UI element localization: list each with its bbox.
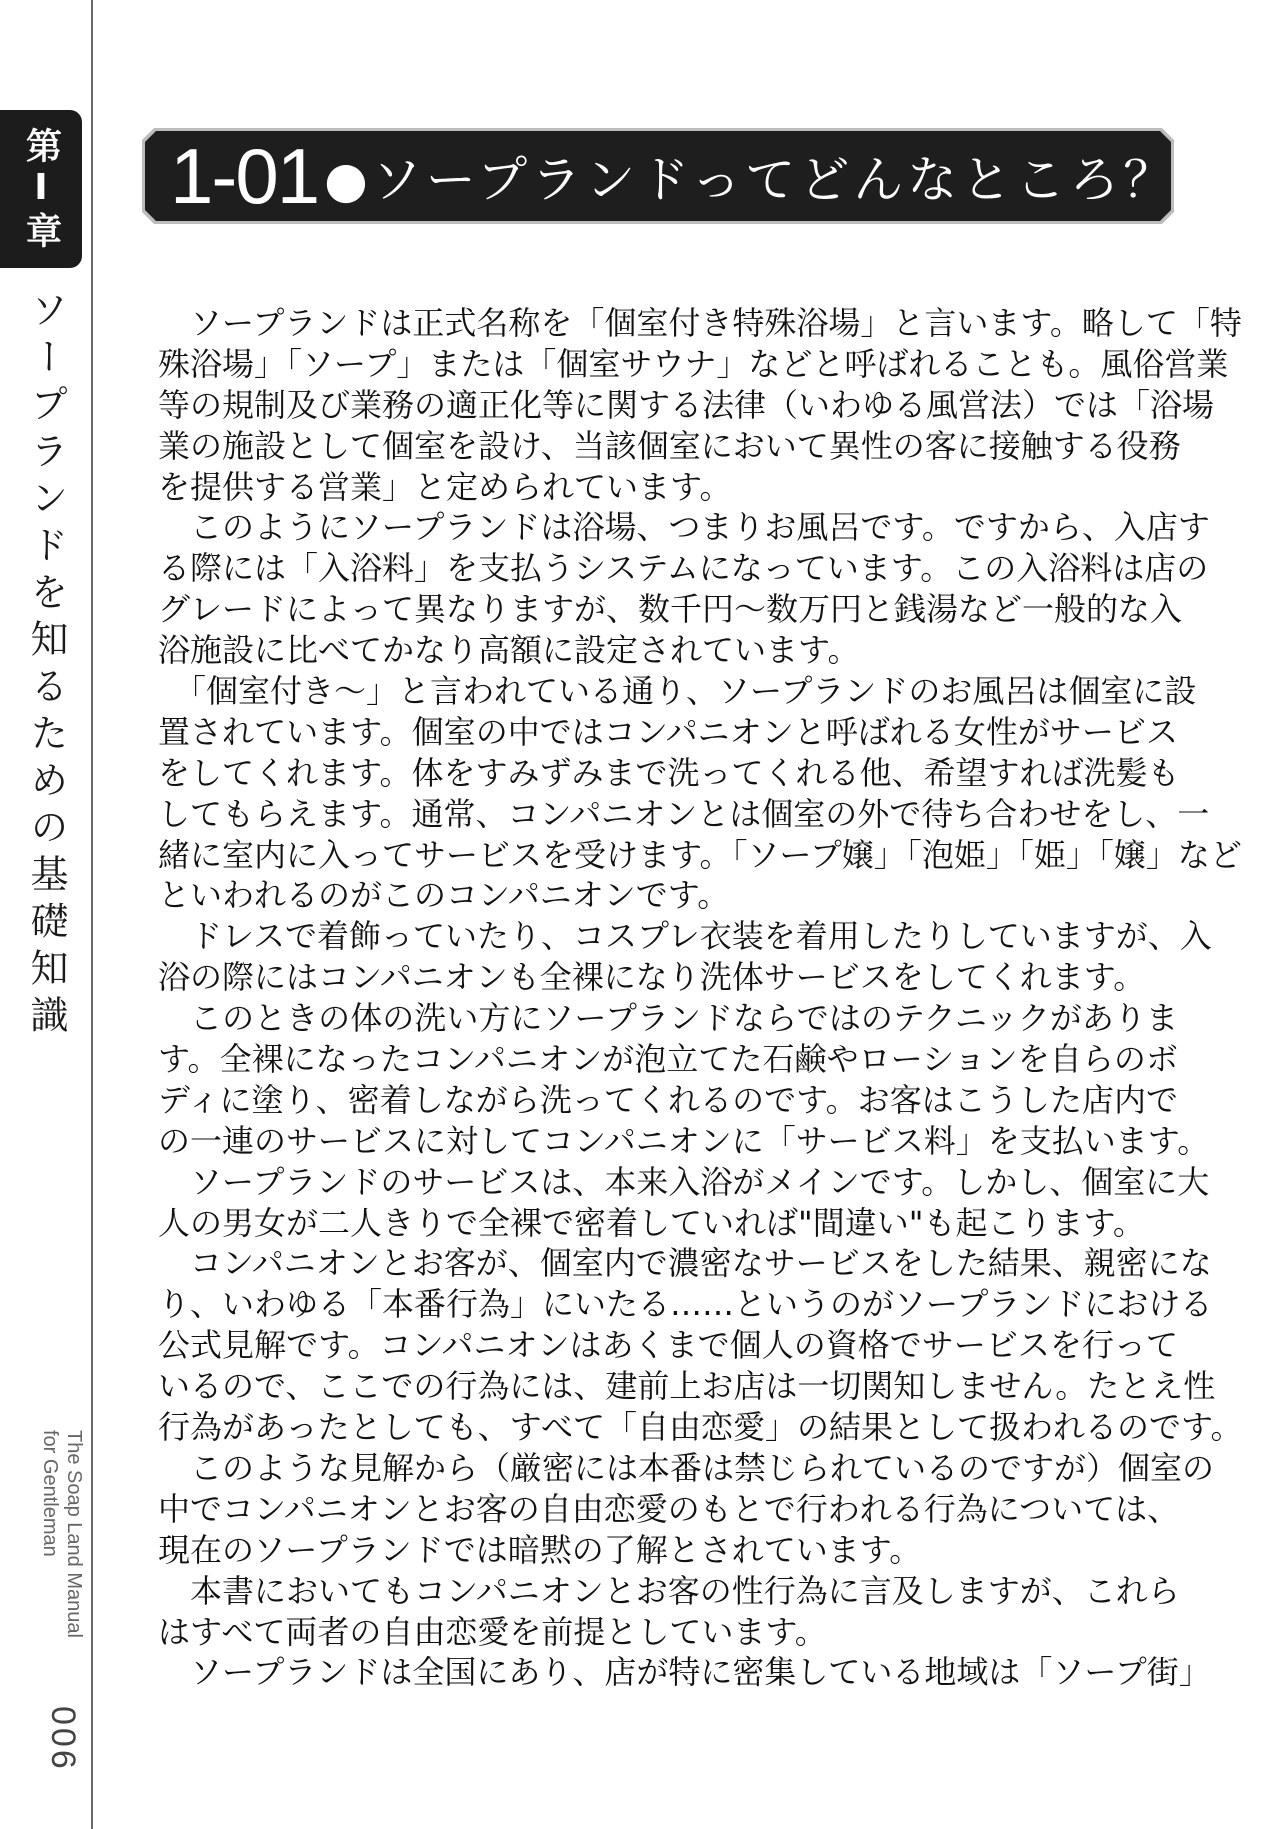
body-line: の一連のサービスに対してコンパニオンに「サービス料」を支払います。 bbox=[158, 1121, 1210, 1160]
left-margin-rule bbox=[91, 0, 93, 1829]
body-line: 等の規制及び業務の適正化等に関する法律（いわゆる風営法）では「浴場 bbox=[158, 385, 1215, 424]
body-line: 緒に室内に入ってサービスを受けます。「ソープ嬢」「泡姫」「姫」「嬢」など bbox=[158, 835, 1242, 874]
body-line: 中でコンパニオンとお客の自由恋愛のもとで行われる行為については、 bbox=[158, 1489, 1180, 1528]
body-line: 行為があったとしても、すべて「自由恋愛」の結果として扱われるのです。 bbox=[158, 1408, 1243, 1447]
book-title-line-1: The Soap Land Manual bbox=[63, 1430, 85, 1638]
body-line: ディに塗り、密着しながら洗ってくれるのです。お客はこうした店内で bbox=[158, 1080, 1178, 1119]
body-text bbox=[158, 303, 1243, 1693]
body-line: る際には「入浴料」を支払うシステムになっています。この入浴料は店の bbox=[158, 549, 1209, 588]
body-line: コンパニオンとお客が、個室内で濃密なサービスをした結果、親密にな bbox=[158, 1244, 1212, 1283]
body-line: り、いわゆる「本番行為」にいたる……というのがソープランドにおける bbox=[158, 1285, 1213, 1324]
body-line: 「個室付き～」と言われている通り、ソープランドのお風呂は個室に設 bbox=[158, 672, 1197, 711]
body-line: ソープランドは全国にあり、店が特に密集している地域は「ソープ街」 bbox=[158, 1653, 1211, 1692]
body-line: このようにソープランドは浴場、つまりお風呂です。ですから、入店す bbox=[158, 508, 1210, 547]
section-title: ●ソープランドってどんなところ？ bbox=[324, 151, 1178, 209]
body-line: を提供する営業」と定められています。 bbox=[158, 467, 732, 506]
body-line: いるので、ここでの行為には、建前上お店は一切関知しません。たとえ性 bbox=[158, 1367, 1216, 1406]
body-line: グレードによって異なりますが、数千円～数万円と銭湯など一般的な入 bbox=[158, 590, 1183, 629]
chapter-title: ソープランドを知るための基礎知識 bbox=[24, 290, 68, 1042]
book-title-line-2: for Gentleman bbox=[39, 1430, 61, 1557]
body-line: このときの体の洗い方にソープランドならではのテクニックがありま bbox=[158, 999, 1178, 1038]
section-number: 1-01 bbox=[170, 131, 319, 220]
body-line: 浴施設に比べてかなり高額に設定されています。 bbox=[158, 631, 860, 670]
body-line: といわれるのがこのコンパニオンです。 bbox=[158, 876, 730, 915]
body-line: 本書においてもコンパニオンとお客の性行為に言及しますが、これら bbox=[158, 1571, 1180, 1610]
body-line: はすべて両者の自由恋愛を前提としています。 bbox=[158, 1612, 827, 1651]
body-line: 公式見解です。コンパニオンはあくまで個人の資格でサービスを行って bbox=[158, 1326, 1178, 1365]
body-line: このような見解から（厳密には本番は禁じられているのですが）個室の bbox=[158, 1448, 1215, 1487]
chapter-label: 第Ⅰ章 bbox=[20, 126, 62, 252]
body-line: 浴の際にはコンパニオンも全裸になり洗体サービスをしてくれます。 bbox=[158, 958, 1146, 997]
body-line: 人の男女が二人きりで全裸で密着していれば"間違い"も起こります。 bbox=[158, 1203, 1145, 1242]
section-header bbox=[142, 128, 1178, 224]
body-line: 現在のソープランドでは暗黙の了解とされています。 bbox=[158, 1530, 922, 1569]
body-line: ドレスで着飾っていたり、コスプレ衣装を着用したりしていますが、入 bbox=[158, 917, 1212, 956]
body-line: 置されています。個室の中ではコンパニオンと呼ばれる女性がサービス bbox=[158, 712, 1178, 751]
body-line: ソープランドは正式名称を「個室付き特殊浴場」と言います。略して「特 bbox=[158, 304, 1242, 342]
body-line: 殊浴場」「ソープ」または「個室サウナ」などと呼ばれることも。風俗営業 bbox=[158, 344, 1229, 383]
book-title bbox=[34, 1430, 86, 1680]
header-text bbox=[170, 130, 1177, 222]
page-number: 006 bbox=[44, 1706, 82, 1772]
body-line: ソープランドのサービスは、本来入浴がメインです。しかし、個室に大 bbox=[158, 1162, 1210, 1201]
body-line: してもらえます。通常、コンパニオンとは個室の外で待ち合わせをし、一 bbox=[158, 794, 1210, 833]
body-line: す。全裸になったコンパニオンが泡立てた石鹸やローションを自らのボ bbox=[158, 1040, 1178, 1079]
chapter-tab bbox=[0, 110, 82, 268]
body-line: 業の施設として個室を設け、当該個室において異性の客に接触する役務 bbox=[158, 426, 1181, 465]
body-line: をしてくれます。体をすみずみまで洗ってくれる他、希望すれば洗髪も bbox=[158, 753, 1180, 792]
